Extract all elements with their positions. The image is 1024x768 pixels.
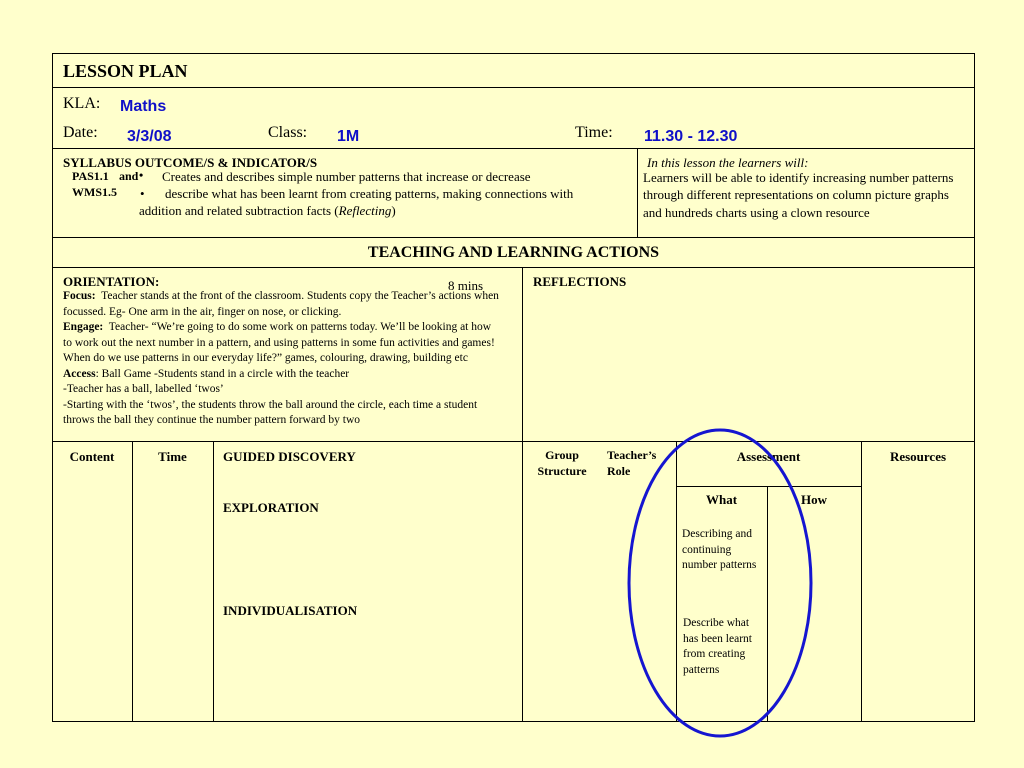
outcome-bullet: describe what has been learnt from creating patterns, making connections with — [165, 186, 574, 201]
how-header: How — [801, 492, 827, 507]
class-label: Class: — [268, 124, 308, 141]
group-structure-header: Group Structure — [537, 448, 587, 478]
date-value: 3/3/08 — [127, 128, 172, 145]
outcome-code: WMS1.5 — [72, 185, 117, 199]
resources-header: Resources — [889, 449, 947, 464]
time-label: Time: — [575, 124, 613, 141]
learners-text: Learners will be able to identify increasing number patterns through different representations on column picture graphs and hundreds charts using a clown resource — [643, 170, 954, 220]
class-value: 1M — [337, 128, 360, 145]
outcome-bullet-emphasis: Reflecting — [338, 203, 392, 218]
reflections-heading: REFLECTIONS — [533, 274, 627, 289]
focus-text: Teacher stands at the front of the classroom. Students copy the Teacher’s actions when focussed. Eg- One arm in the air, finger on nose, or clicking. — [63, 290, 499, 318]
outcome-bullet-text: addition and related subtraction facts ( — [139, 203, 339, 218]
kla-label: KLA: — [63, 95, 101, 112]
access-text: : Ball Game -Students stand in a circle with the teacher — [95, 367, 350, 380]
engage-text: Teacher- “We’re going to do some work on patterns today. We’ll be looking at how to work out the next number in a pattern, and using patterns in some fun activities and games! When do we use patterns in our everyday life?” games, colouring, drawing, building etc — [63, 321, 495, 364]
orientation-duration: 8 mins — [448, 278, 484, 293]
access-step: -Teacher has a ball, labelled ‘twos’ — [63, 383, 224, 395]
bullet-icon: • — [140, 186, 145, 201]
page-title: LESSON PLAN — [63, 61, 188, 81]
assessment-what-item: Describing and continuing number patterns — [682, 528, 757, 571]
focus-label: Focus: — [63, 290, 96, 302]
learners-heading: In this lesson the learners will: — [647, 155, 809, 170]
access-label: Access — [63, 367, 96, 380]
outcome-bullet-text: ) — [391, 203, 396, 218]
engage-label: Engage: — [63, 321, 104, 333]
time-value: 11.30 - 12.30 — [644, 128, 738, 145]
outcome-conjunction: and — [119, 169, 139, 183]
date-label: Date: — [63, 124, 98, 141]
syllabus-heading: SYLLABUS OUTCOME/S & INDICATOR/S — [63, 155, 318, 170]
exploration-label: EXPLORATION — [223, 500, 319, 515]
outcome-bullet: Creates and describes simple number patterns that increase or decrease — [162, 169, 531, 184]
content-header: Content — [69, 449, 115, 464]
outcome-code: PAS1.1 — [72, 169, 109, 183]
teacher-role-header: Teacher’s Role — [607, 448, 657, 478]
circle-annotation-stroke — [629, 430, 811, 736]
what-header: What — [705, 492, 738, 507]
access-step: -Starting with the ‘twos’, the students throw the ball around the circle, each time a student throws the ball they continue the number pattern forward by two — [63, 398, 478, 426]
bullet-icon: • — [139, 168, 144, 182]
guided-discovery-header: GUIDED DISCOVERY — [223, 449, 356, 464]
kla-value: Maths — [120, 98, 167, 115]
section-heading: TEACHING AND LEARNING ACTIONS — [367, 244, 660, 261]
assessment-header: Assessment — [736, 449, 801, 464]
assessment-what-item: Describe what has been learnt from creating patterns — [683, 617, 752, 676]
individualisation-label: INDIVIDUALISATION — [223, 603, 358, 618]
orientation-heading: ORIENTATION: — [63, 274, 160, 289]
time-header: Time — [158, 449, 187, 464]
